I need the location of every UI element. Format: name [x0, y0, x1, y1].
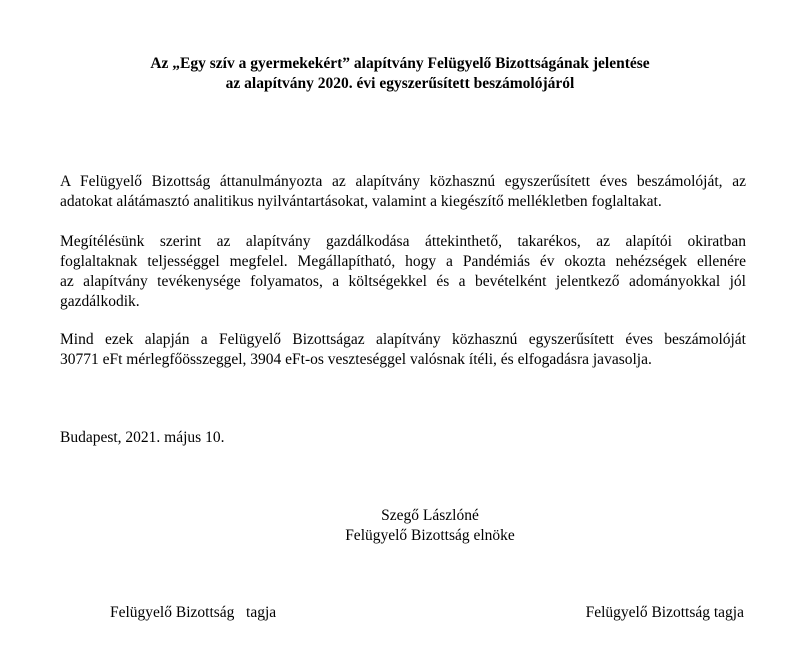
chair-role: Felügyelő Bizottság elnöke: [345, 527, 515, 544]
member-signature-right: Felügyelő Bizottság tagja: [585, 604, 744, 621]
title-line-1: Az „Egy szív a gyermekekért” alapítvány Felügyelő Bizottságának jelentése: [150, 55, 650, 72]
place-and-date: Budapest, 2021. május 10.: [60, 429, 225, 446]
paragraph-review: [60, 172, 746, 212]
paragraph-assessment: [60, 232, 746, 312]
paragraph-line: gazdálkodik.: [60, 293, 140, 310]
paragraph-conclusion: [60, 330, 746, 370]
paragraph-line: az alapítvány tevékenysége folyamatos, a költségekkel és a bevételként jelentkező adományokkal jól: [60, 273, 746, 290]
member-signature-left: Felügyelő Bizottság tagja: [110, 604, 277, 621]
paragraph-line: foglaltaknak teljességgel megfelel. Megállapítható, hogy a Pandémiás év okozta nehézségek ellenére: [60, 253, 746, 270]
paragraph-line: 30771 eFt mérlegfőösszeggel, 3904 eFt-os veszteséggel valósnak ítéli, és elfogadásra javasolja.: [60, 351, 652, 368]
paragraph-line: A Felügyelő Bizottság áttanulmányozta az alapítvány közhasznú egyszerűsített éves beszámolóját, az: [60, 173, 746, 190]
paragraph-line: Megítélésünk szerint az alapítvány gazdálkodása áttekinthető, takarékos, az alapítói okiratban: [60, 233, 746, 250]
paragraph-line: Mind ezek alapján a Felügyelő Bizottságaz alapítvány közhasznú egyszerűsített éves beszámolóját: [60, 331, 746, 348]
title-line-2: az alapítvány 2020. évi egyszerűsített beszámolójáról: [225, 75, 575, 92]
paragraph-line: adatokat alátámasztó analitikus nyilvántartásokat, valamint a kiegészítő mellékletben foglaltakat.: [60, 193, 662, 210]
chair-name: Szegő Lászlóné: [381, 507, 479, 524]
document-title: [0, 54, 800, 94]
chair-signature-block: [330, 506, 530, 546]
